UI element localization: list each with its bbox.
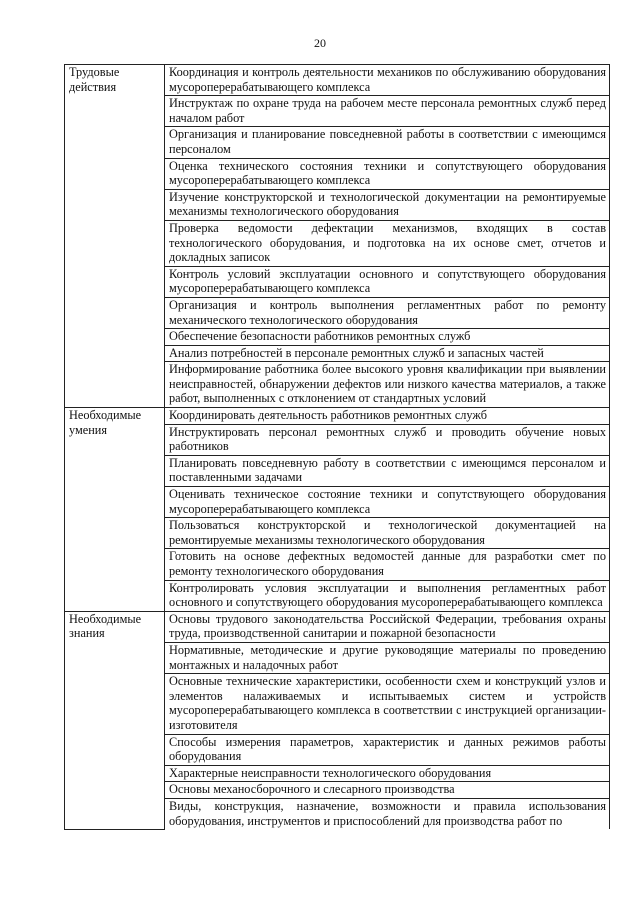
table-cell-item: Анализ потребностей в персонале ремонтных служб и запасных частей — [165, 345, 610, 362]
section-label-required-knowledge: Необходимые знания — [65, 611, 165, 829]
page-number: 20 — [314, 36, 326, 50]
table-cell-item: Основы трудового законодательства Российской Федерации, требования охраны труда, производственной санитарии и пожарной безопасности — [165, 611, 610, 642]
table-cell-item: Организация и планирование повседневной работы в соответствии с имеющимся персоналом — [165, 127, 610, 158]
table-cell-item: Готовить на основе дефектных ведомостей данные для разработки смет по ремонту технологического оборудования — [165, 549, 610, 580]
table-cell-item: Координация и контроль деятельности механиков по обслуживанию оборудования мусороперерабатывающего комплекса — [165, 65, 610, 96]
table-cell-item: Основы механосборочного и слесарного производства — [165, 782, 610, 799]
table-cell-item: Координировать деятельность работников ремонтных служб — [165, 408, 610, 425]
table-cell-item: Планировать повседневную работу в соответствии с имеющимся персоналом и поставленными задачами — [165, 455, 610, 486]
section-label-required-skills: Необходимые умения — [65, 408, 165, 612]
table-cell-item: Контроль условий эксплуатации основного и сопутствующего оборудования мусороперерабатывающего комплекса — [165, 266, 610, 297]
table-cell-item: Инструктировать персонал ремонтных служб и проводить обучение новых работников — [165, 424, 610, 455]
table-cell-item: Обеспечение безопасности работников ремонтных служб — [165, 329, 610, 346]
table-cell-item: Оценивать техническое состояние техники и сопутствующего оборудования мусороперерабатывающего комплекса — [165, 487, 610, 518]
table-cell-item: Проверка ведомости дефектации механизмов, входящих в состав технологического оборудования, и подготовка на их основе смет, отчетов и докладных записок — [165, 220, 610, 266]
table-body — [65, 65, 610, 830]
table-cell-item: Виды, конструкция, назначение, возможности и правила использования оборудования, инструментов и приспособлений для производства работ по — [165, 798, 610, 829]
table-cell-item: Способы измерения параметров, характеристик и данных режимов работы оборудования — [165, 734, 610, 765]
table-cell-item: Информирование работника более высокого уровня квалификации при выявлении неисправностей, обнаружении дефектов или низкого качества материалов, а также работ, выполненных с отклонением от стандартных условий — [165, 362, 610, 408]
table-cell-item: Характерные неисправности технологического оборудования — [165, 765, 610, 782]
table-cell-item: Организация и контроль выполнения регламентных работ по ремонту механического технологического оборудования — [165, 297, 610, 328]
table-cell-item: Нормативные, методические и другие руководящие материалы по проведению монтажных и наладочных работ — [165, 642, 610, 673]
table-row — [65, 408, 610, 425]
section-label-labor-actions: Трудовые действия — [65, 65, 165, 408]
table-cell-item: Контролировать условия эксплуатации и выполнения регламентных работ основного и сопутствующего оборудования мусороперерабатывающего комплекса — [165, 580, 610, 611]
table-cell-item: Изучение конструкторской и технологической документации на ремонтируемые механизмы технологического оборудования — [165, 189, 610, 220]
qualification-table — [64, 64, 610, 830]
table-cell-item: Пользоваться конструкторской и технологической документацией на ремонтируемые механизмы технологического оборудования — [165, 518, 610, 549]
table-row — [65, 611, 610, 642]
table-row — [65, 65, 610, 96]
table-cell-item: Инструктаж по охране труда на рабочем месте персонала ремонтных служб перед началом работ — [165, 96, 610, 127]
table-cell-item: Оценка технического состояния техники и сопутствующего оборудования мусороперерабатывающего комплекса — [165, 158, 610, 189]
table-cell-item: Основные технические характеристики, особенности схем и конструкций узлов и элементов налаживаемых и испытываемых систем и устройств мусороперерабатывающего комплекса в соответствии с инструкцией организации-изготовителя — [165, 674, 610, 734]
